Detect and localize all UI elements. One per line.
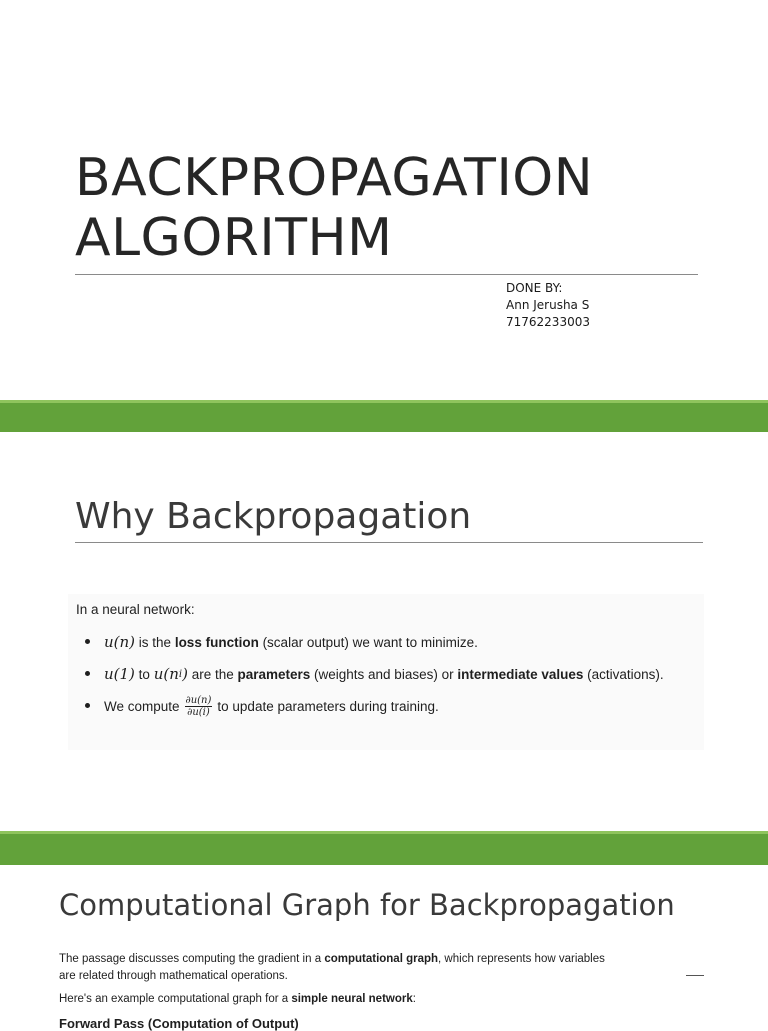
slide-body-text: [59, 951, 619, 1014]
bullet-list: [76, 626, 664, 722]
partial-derivative-fraction: $\frac{\partial u(n)}{\partial u(i)}$: [185, 694, 212, 718]
intro-text: In a neural network:: [76, 602, 195, 617]
dash-mark: [686, 975, 704, 976]
title-slide: [0, 0, 768, 400]
slide-heading: Computational Graph for Backpropagation: [59, 888, 675, 922]
slide-heading: Why Backpropagation: [75, 496, 472, 537]
slide-divider-band: [0, 831, 768, 865]
credits-label: DONE BY:: [506, 281, 563, 295]
paragraph: The passage discusses computing the gradient in a computational graph, which represents how variables are related through mathematical operations.: [59, 953, 605, 982]
embedded-explanation-image: [68, 594, 704, 750]
slide-divider-band: [0, 400, 768, 432]
credits-block: [506, 280, 590, 331]
section-subheading: Forward Pass (Computation of Output): [59, 1016, 299, 1031]
paragraph: Here's an example computational graph for a simple neural network:: [59, 993, 416, 1005]
heading-rule: [75, 542, 703, 543]
slide-title: [75, 148, 715, 268]
author-id: 71762233003: [506, 315, 590, 329]
author-name: Ann Jerusha S: [506, 298, 590, 312]
title-line-1: BACKPROPAGATION: [75, 148, 594, 208]
list-item: u(n) is the loss function (scalar output) we want to minimize.: [76, 626, 664, 658]
title-line-2: ALGORITHM: [75, 208, 393, 268]
list-item: We compute $\frac{\partial u(n)}{\partial u(i)}$ to update parameters during training.: [76, 690, 664, 722]
list-item: u(1) to u(n i ) are the parameters (weights and biases) or intermediate values (activations).: [76, 658, 664, 690]
title-rule: [75, 274, 698, 275]
